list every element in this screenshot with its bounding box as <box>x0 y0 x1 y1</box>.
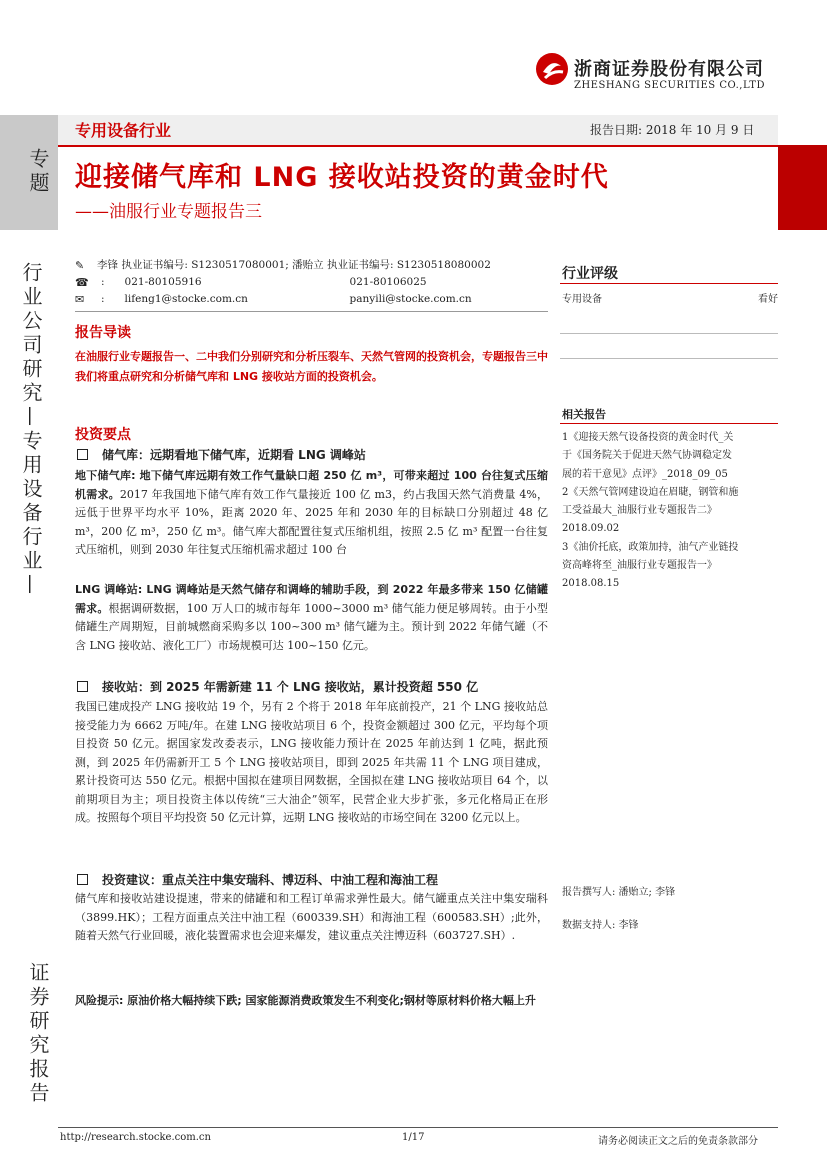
page-subtitle: ——油服行业专题报告三 <box>75 202 262 222</box>
side-label-bottom: 证券研究报告 <box>26 962 50 1106</box>
related-list <box>562 429 780 594</box>
company-name-en: ZHESHANG SECURITIES CO.,LTD <box>574 80 765 91</box>
side-label-top: 专题 <box>26 148 50 196</box>
related-item-line: 资高峰将至_油服行业专题报告一》 <box>562 560 717 572</box>
rating-industry: 专用设备 <box>562 294 602 305</box>
rating-heading: 行业评级 <box>562 266 618 282</box>
related-item-line: 工受益最大_油服行业专题报告二》 <box>562 505 717 517</box>
para-advice: 储气库和接收站建设提速，带来的储罐和和工程订单需求弹性最大。储气罐重点关注中集安瑞科（3899.HK）；工程方面重点关注中油工程（600339.SH）和海油工程（600583.SH）;此外，随着天然气行业回暖，液化装置需求也会迎来爆发，建议重点关注博迈科（603727.SH）. <box>75 892 548 942</box>
bullet-terminal <box>77 678 478 695</box>
points-heading: 投资要点 <box>75 427 131 443</box>
para-lng-peak <box>75 581 548 655</box>
guide-heading: 报告导读 <box>75 325 131 341</box>
side-label-middle: 行业公司研究—专用设备行业— <box>19 262 43 598</box>
checkbox-icon <box>77 681 88 692</box>
related-divider <box>560 423 778 424</box>
related-item-line: 于《国务院关于促进天然气协调稳定发 <box>562 450 732 462</box>
report-date: 报告日期: 2018 年 10 月 9 日 <box>590 123 755 137</box>
checkbox-icon <box>77 449 88 460</box>
company-name-cn: 浙商证券股份有限公司 <box>574 59 764 80</box>
email-b[interactable]: panyili@stocke.com.cn <box>349 293 472 305</box>
pen-icon: ✎ <box>75 259 85 272</box>
related-item-line: 2018.08.15 <box>562 578 620 590</box>
para-lng-peak-text: 根据调研数据，100 万人口的城市每年 1000~3000 m³ 储气能力便足够周转。由于小型储罐生产周期短，目前城燃商采购多以 100~300 m³ 储气罐为主。预计到 2022 年储气罐（不含 LNG 接收站、液化工厂）市场规模可达 100~150 亿元。 <box>75 601 548 652</box>
rating-divider <box>560 283 778 284</box>
para-lng-peak-bold: LNG 调峰站: LNG 调峰站是天然气储存和调峰的辅助手段，到 2022 年最多带来 150 亿储罐需求。 <box>75 583 548 615</box>
mail-icon: ✉ <box>75 293 85 306</box>
company-logo-icon <box>535 52 569 86</box>
footer-divider <box>58 1127 778 1128</box>
data-support-line: 数据支持人: 李锋 <box>562 920 639 931</box>
para-terminal: 我国已建成投产 LNG 接收站 19 个，另有 2 个将于 2018 年年底前投产，21 个 LNG 接收站总接受能力为 6662 万吨/年。在建 LNG 接收站项目 6 个，投资金额超过 300 亿元，平均每个项目投资 50 亿元。据国家发改委表示，LNG 接收能力预计在 2025 年前达到 1 亿吨，据此预测，到 2025 年仍需新开工 5 个 LNG 接收站项目，即到 2025 年共需 11 个 LNG 项目建成，累计投资可达 550 亿元。根据中国拟在建项目网数据，全国拟在建 LNG 接收站项目 64 个，以前期项目为主；项目投资主体以传统“三大油企”领军，民营企业大步扩张，多元化格局正在形成。按照每个项目平均投资 50 亿元计算，远期 LNG 接收站的市场空间在 3200 亿元以上。 <box>75 700 548 824</box>
related-item-line: 2018.09.02 <box>562 523 620 535</box>
related-item[interactable] <box>562 484 780 539</box>
page-title: 迎接储气库和 LNG 接收站投资的黄金时代 <box>75 162 609 193</box>
email-a[interactable]: lifeng1@stocke.com.cn <box>124 293 248 305</box>
disclaimer-note: 请务必阅读正文之后的免责条款部分 <box>598 1136 758 1147</box>
phone-a: 021-80105916 <box>124 276 202 288</box>
author-divider <box>75 311 548 312</box>
rating-row <box>562 290 778 305</box>
page-number: 1/17 <box>402 1132 425 1143</box>
rating-rule-1 <box>560 333 778 334</box>
bullet-advice <box>77 871 438 888</box>
writers-block <box>562 876 675 942</box>
related-item-line: 1《迎接天然气设备投资的黄金时代_关 <box>562 432 734 443</box>
phone-b: 021-80106025 <box>349 276 427 288</box>
related-heading: 相关报告 <box>562 408 606 421</box>
bullet-advice-title: 投资建议：重点关注中集安瑞科、博迈科、中油工程和海油工程 <box>102 873 439 887</box>
para-underground-storage <box>75 467 548 560</box>
writers-line: 报告撰写人: 潘贻立; 李锋 <box>562 887 676 898</box>
guide-text: 在油服行业专题报告一、二中我们分别研究和分析压裂车、天然气管网的投资机会，专题报告三中我们将重点研究和分析储气库和 LNG 接收站方面的投资机会。 <box>75 350 548 383</box>
related-item-line: 3《油价托底，政策加持，油气产业链投 <box>562 541 739 553</box>
rating-grade: 看好 <box>758 294 778 305</box>
rating-rule-2 <box>560 358 778 359</box>
author-block: ✎ 李锋 执业证书编号: S1230517080001; 潘贻立 执业证书编号: S1230518080002 ☎ : 021-80105916 021-80106025 ✉ : lifeng1@stocke.com.cn panyili@stocke.com.cn <box>75 259 491 306</box>
bullet-storage-title: 储气库：远期看地下储气库，近期看 LNG 调峰站 <box>102 448 366 462</box>
bullet-storage <box>77 446 366 463</box>
author-line: 李锋 执业证书编号: S1230517080001; 潘贻立 执业证书编号: S1230518080002 <box>97 259 491 271</box>
related-item-line: 2《天然气管网建设迫在眉睫，钢管和施 <box>562 486 739 498</box>
footer-url[interactable]: http://research.stocke.com.cn <box>60 1132 211 1143</box>
para-underground-bold: 地下储气库: 地下储气库远期有效工作气量缺口超 250 亿 m³，可带来超过 100 台往复式压缩机需求。 <box>75 469 548 501</box>
phone-icon: ☎ <box>75 276 89 289</box>
industry-label: 专用设备行业 <box>75 121 172 140</box>
para-underground-text: 2017 年我国地下储气库有效工作气量接近 100 亿 m3，约占我国天然气消费量 4%，远低于世界平均水平 10%，距离 2020 年、2025 年和 2030 年的目标缺口分别超过 48 亿 m³，200 亿 m³，250 亿 m³。储气库大都配置往复式压缩机组，按照 2.5 亿 m³ 配置一台往复式压缩机，则到 2030 年往复式压缩机需求超过 100 台 <box>75 487 548 556</box>
right-red-stub <box>778 145 827 230</box>
risk-warning: 风险提示: 原油价格大幅持续下跌; 国家能源消费政策发生不利变化;钢材等原材料价格大幅上升 <box>75 994 536 1007</box>
related-item[interactable] <box>562 429 780 484</box>
checkbox-icon <box>77 874 88 885</box>
related-item-line: 展的若干意见》点评》_2018_09_05 <box>562 468 728 480</box>
related-item[interactable] <box>562 539 780 594</box>
bullet-terminal-title: 接收站：到 2025 年需新建 11 个 LNG 接收站，累计投资超 550 亿 <box>102 680 479 694</box>
